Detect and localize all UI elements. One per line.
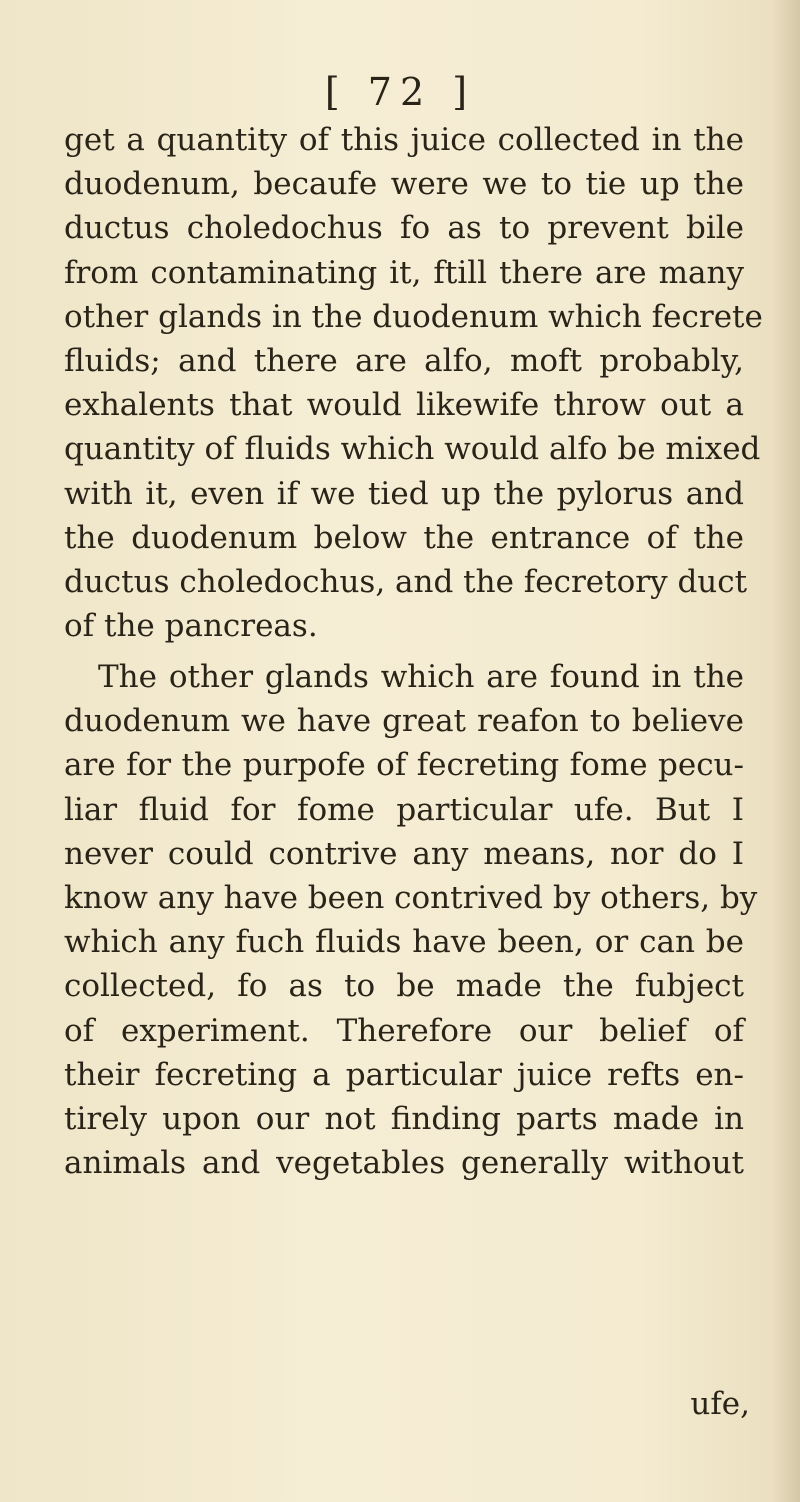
paragraph-2 bbox=[64, 655, 758, 1185]
text-line: the duodenum below the entrance of the bbox=[64, 519, 744, 556]
text-line: of the pancreas. bbox=[64, 608, 318, 645]
text-line: liar fluid for fome particular ufe. But I bbox=[64, 791, 744, 828]
text-line: which any fuch fluids have been, or can be bbox=[64, 924, 744, 961]
text-line: with it, even if we tied up the pylorus and bbox=[64, 475, 744, 512]
paragraph-1 bbox=[64, 118, 763, 648]
text-line: know any have been contrived by others, by bbox=[64, 879, 758, 916]
text-line: quantity of fluids which would alfo be mixed bbox=[64, 431, 761, 468]
text-line: exhalents that would likewife throw out a bbox=[64, 387, 744, 424]
text-line: their fecreting a particular juice refts en- bbox=[64, 1056, 744, 1093]
text-line: are for the purpofe of fecreting fome pecu- bbox=[64, 747, 744, 784]
page-edge-shadow bbox=[772, 0, 800, 1502]
text-line: fluids; and there are alfo, moft probably, bbox=[64, 342, 744, 379]
text-line: never could contrive any means, nor do I bbox=[64, 835, 744, 872]
text-line: ductus choledochus fo as to prevent bile bbox=[64, 210, 744, 247]
text-line: collected, fo as to be made the fubject bbox=[64, 968, 744, 1005]
text-line: from contaminating it, ftill there are many bbox=[64, 254, 744, 291]
catchword: ufe, bbox=[690, 1386, 750, 1422]
text-line: ductus choledochus, and the fecretory duct bbox=[64, 563, 748, 600]
text-line: other glands in the duodenum which fecrete bbox=[64, 298, 763, 335]
text-line: duodenum we have great reafon to believe bbox=[64, 703, 744, 740]
text-line: get a quantity of this juice collected in the bbox=[64, 122, 744, 158]
page-number-header: [ 72 ] bbox=[324, 70, 476, 114]
text-line: tirely upon our not finding parts made in bbox=[64, 1100, 744, 1137]
text-line: The other glands which are found in the bbox=[98, 659, 744, 695]
text-line: animals and vegetables generally without bbox=[64, 1145, 744, 1182]
text-line: of experiment. Therefore our belief of bbox=[64, 1012, 744, 1049]
text-line: duodenum, becaufe were we to tie up the bbox=[64, 166, 744, 203]
